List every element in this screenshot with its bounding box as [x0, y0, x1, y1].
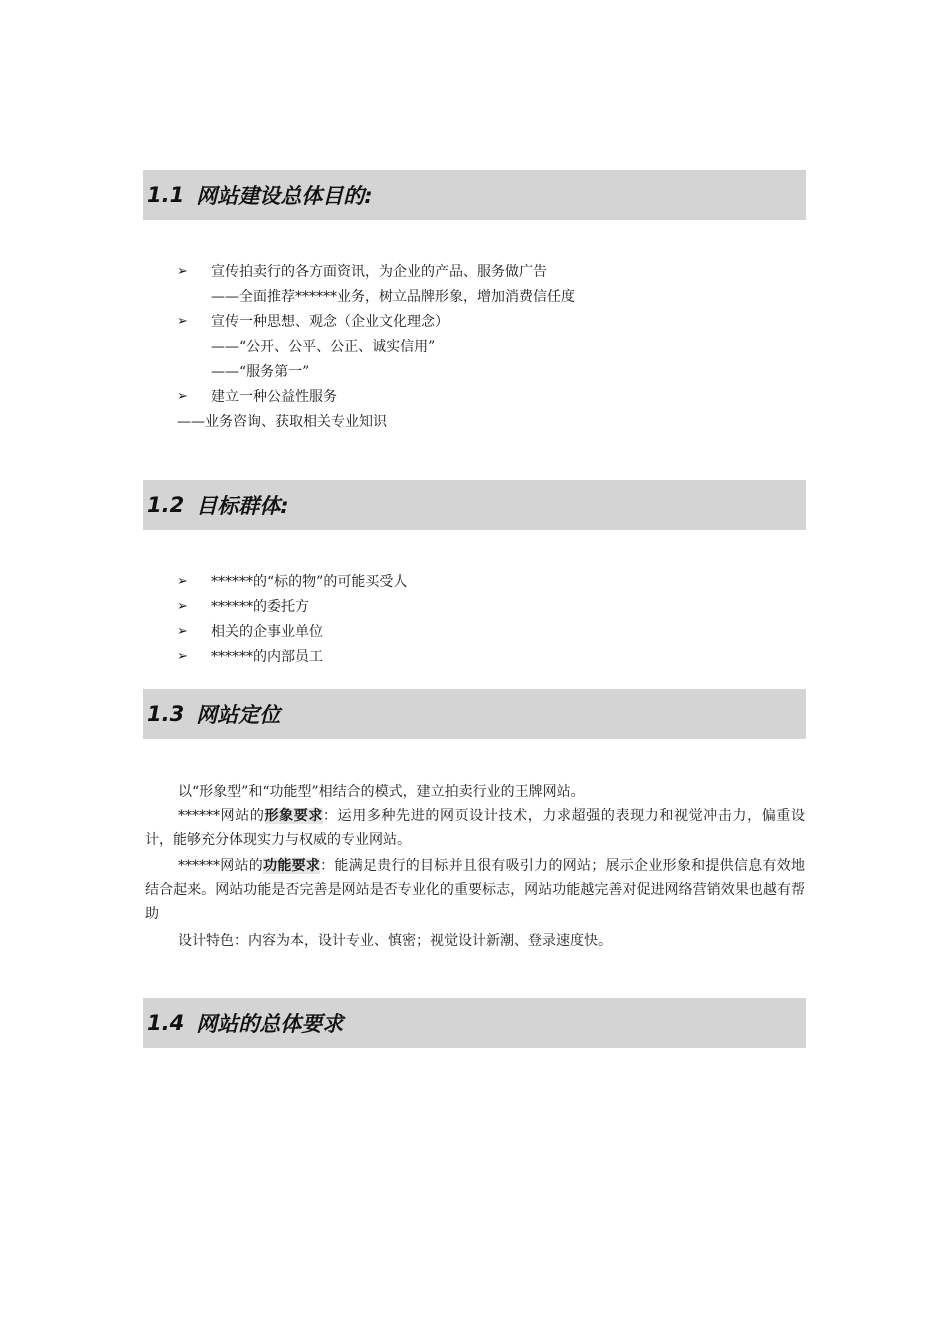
- list-item: 相关的企事业单位: [211, 624, 323, 640]
- list-item: ******的内部员工: [211, 649, 323, 665]
- list-item: ******的委托方: [211, 599, 309, 615]
- paragraph: [145, 854, 805, 926]
- paragraph-text: ：能满足贵行的目标并且很有吸引力的网站；展示企业形象和提供信息有效地结合起来。网站功能是否完善是网站是否专业化的重要标志，网站功能越完善对促进网络营销效果也越有帮助: [145, 858, 806, 922]
- bullet-icon: ➢: [177, 574, 188, 589]
- list-item-sub: ——全面推荐******业务，树立品牌形象，增加消费信任度: [211, 289, 575, 305]
- highlight-term: 功能要求: [263, 858, 321, 874]
- section-title: 网站建设总体目的:: [196, 184, 373, 208]
- paragraph-text: ******网站的: [178, 858, 264, 874]
- list-item-sub: ——业务咨询、获取相关专业知识: [177, 414, 387, 430]
- list-item-sub: ——“服务第一”: [211, 364, 310, 380]
- paragraph-text: 以“形象型”和“功能型”相结合的模式，建立拍卖行业的王牌网站。: [178, 784, 585, 800]
- paragraph: [145, 929, 805, 953]
- section-number: 1.3: [147, 702, 185, 726]
- paragraph-text: 设计特色：内容为本，设计专业、慎密；视觉设计新潮、登录速度快。: [178, 933, 612, 949]
- section-number: 1.1: [147, 183, 185, 207]
- paragraph: [145, 804, 805, 852]
- list-item: 宣传一种思想、观念（企业文化理念）: [211, 314, 449, 330]
- section-header-1-1: [143, 170, 806, 220]
- section-number: 1.4: [147, 1011, 185, 1035]
- section-number: 1.2: [147, 493, 185, 517]
- bullet-icon: ➢: [177, 314, 188, 329]
- section-header-1-4: [143, 998, 806, 1048]
- bullet-icon: ➢: [177, 264, 188, 279]
- paragraph-text: ******网站的: [178, 808, 265, 824]
- list-item-sub: ——“公开、公平、公正、诚实信用”: [211, 339, 436, 355]
- section-title: 网站定位: [196, 703, 281, 727]
- bullet-icon: ➢: [177, 624, 188, 639]
- bullet-icon: ➢: [177, 389, 188, 404]
- section-header-1-2: [143, 480, 806, 530]
- bullet-icon: ➢: [177, 599, 188, 614]
- section-title: 目标群体:: [196, 494, 289, 518]
- section-title: 网站的总体要求: [196, 1012, 344, 1036]
- paragraph: [145, 780, 805, 804]
- highlight-term: 形象要求: [264, 808, 323, 824]
- paragraph-text: ：运用多种先进的网页设计技术，力求超强的表现力和视觉冲击力，偏重设计，能够充分体现实力与权威的专业网站。: [145, 808, 805, 848]
- section-header-1-3: [143, 689, 806, 739]
- list-item: 宣传拍卖行的各方面资讯，为企业的产品、服务做广告: [211, 264, 547, 280]
- list-item: 建立一种公益性服务: [211, 389, 337, 405]
- list-item: ******的“标的物”的可能买受人: [211, 574, 408, 590]
- bullet-icon: ➢: [177, 649, 188, 664]
